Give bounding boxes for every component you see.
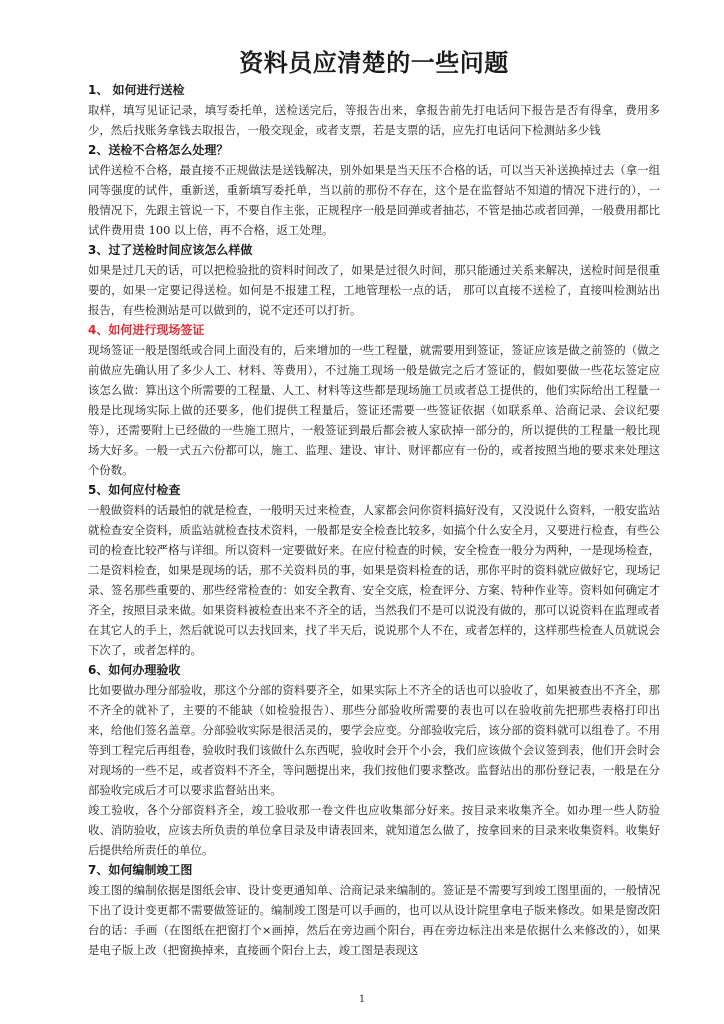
section-3 [88,240,660,320]
document-page [88,46,660,1016]
section-4 [88,320,660,480]
page-number: 1 [358,994,366,1005]
section-2 [88,140,660,240]
section-paragraph: 现场签证一般是图纸或合同上面没有的，后来增加的一些工程量，就需要用到签证，签证应该是做之前签的（做之前做应先确认用了多少人工、材料、等费用），不过施工现场一般是做完之后才签证的，假如要做一些花坛签定应该怎么做：算出这个所需要的工程量、人工、材料等这些都是现场施工员或者总工提供的，他们实际给出工程量一般是比现场实际上做的还要多，他们提供工程量后，签证还需要一些签证依据（如联系单、洽商记录、会议纪要等），还需要附上已经做的一些施工照片，一般签证到最后都会被人家砍掉一部分的，所以提供的工程量一般比现场大好多。一般一式五六份都可以，施工、监理、建设、审计、财评都应有一份的，或者按照当地的要求来处理这个份数。 [88,343,660,477]
section-paragraph: 如果是过几天的话，可以把检验批的资料时间改了，如果是过很久时间，那只能通过关系来解决，送检时间是很重要的，如果一定要记得送检。如何是不报建工程，工地管理松一点的话， 那可以直接不送检了，直接叫检测站出报告，有些检测站是可以做到的，说不定还可以打折。 [88,263,660,317]
section-6 [88,660,660,860]
section-heading: 3、过了送检时间应该怎么样做 [88,243,253,257]
section-paragraph: 一般做资料的话最怕的就是检查，一般明天过来检查，人家都会问你资料搞好没有，又没说什么资料，一般安监站就检查安全资料，质监站就检查技术资料，一般都是安全检查比较多，如搞个什么安全月，又要进行检查，有些公司的检查比较严格与详细。所以资料一定要做好来。在应付检查的时候，安全检查一般分为两种，一是现场检查，二是资料检查，如果是现场的话，那不关资料员的事，如果是资料检查的话，那你平时的资料就应做好它，现场记录、签名那些重要的、那些经常检查的：如安全教育、安全交底，检查评分、方案、特种作业等。资料如何确定才齐全，按照目录来做。如果资料被检查出来不齐全的话，当然我们不是可以说没有做的，那可以说资料在监理或者在其它人的手上，然后就说可以去找回来，找了半天后，说说那个人不在，或者怎样的，这样那些检查人员就说会下次了，或者怎样的。 [88,503,660,657]
page-title: 资料员应清楚的一些问题 [239,49,509,77]
section-7 [88,860,660,960]
section-paragraph: 取样，填写见证记录，填写委托单，送检送完后，等报告出来，拿报告前先打电话问下报告是否有得拿，费用多少，然后找账务拿钱去取报告，一般交现金，或者支票，若是支票的话，应先打电话问下检测站多少钱 [88,103,660,137]
section-heading: 7、如何编制竣工图 [88,863,193,877]
section-paragraph: 试件送检不合格，最直接不正规做法是送钱解决，别外如果是当天压不合格的话，可以当天补送换掉过去（拿一组同等强度的试件，重新送，重新填写委托单，当以前的那份不存在，这个是在监督站不知道的情况下进行的），一般情况下，先跟主管说一下，不要自作主张，正规程序一般是回弹或者抽芯，不管是抽芯或者回弹，一般费用都比试件费用贵 100 以上倍，再不合格，返工处理。 [88,163,660,237]
section-5 [88,480,660,660]
section-paragraph: 比如要做办理分部验收，那这个分部的资料要齐全，如果实际上不齐全的话也可以验收了，如果被查出不齐全，那不齐全的就补了，主要的不能缺（如检验报告）、那些分部验收所需要的表也可以在验收前先把那些表格打印出来，给他们签名盖章。分部验收实际是很活灵的，要学会应变。分部验收完后，该分部的资料就可以组卷了。不用等到工程完后再组卷，验收时我们该做什么东西呢，验收时会开个小会，我们应该做个会议签到表，他们开会时会对现场的一些不足，或者资料不齐全，等问题提出来，我们按他们要求整改。监督站出的那份登记表，一般是在分部验收完成后才可以要求监督站出来。 [88,683,660,797]
section-heading: 5、如何应付检查 [88,483,181,497]
section-heading: 1、 如何进行送检 [88,83,185,97]
section-heading: 2、送检不合格怎么处理？ [88,143,229,157]
section-heading: 6、如何办理验收 [88,663,181,677]
section-paragraph: 竣工验收，各个分部资料齐全，竣工验收那一卷文件也应收集部分好来。按目录来收集齐全。如办理一些人防验收、消防验收，应该去所负责的单位拿目录及申请表回来，就知道怎么做了，按拿回来的目录来收集资料。收集好后提供给所责任的单位。 [88,803,660,857]
section-heading-highlighted: 4、如何进行现场签证 [88,323,205,337]
section-paragraph: 竣工图的编制依据是图纸会审、设计变更通知单、洽商记录来编制的。签证是不需要写到竣工图里面的，一般情况下出了设计变更都不需要做签证的。编制竣工图是可以手画的，也可以从设计院里拿电子版来修改。如果是窗改阳台的话：手画（在图纸在把窗打个×画掉，然后在旁边画个阳台，再在旁边标注出来是依据什么来修改的），如果是电子版上改（把窗换掉来，直接画个阳台上去，竣工图是表现这 [88,883,660,957]
section-1 [88,80,660,140]
